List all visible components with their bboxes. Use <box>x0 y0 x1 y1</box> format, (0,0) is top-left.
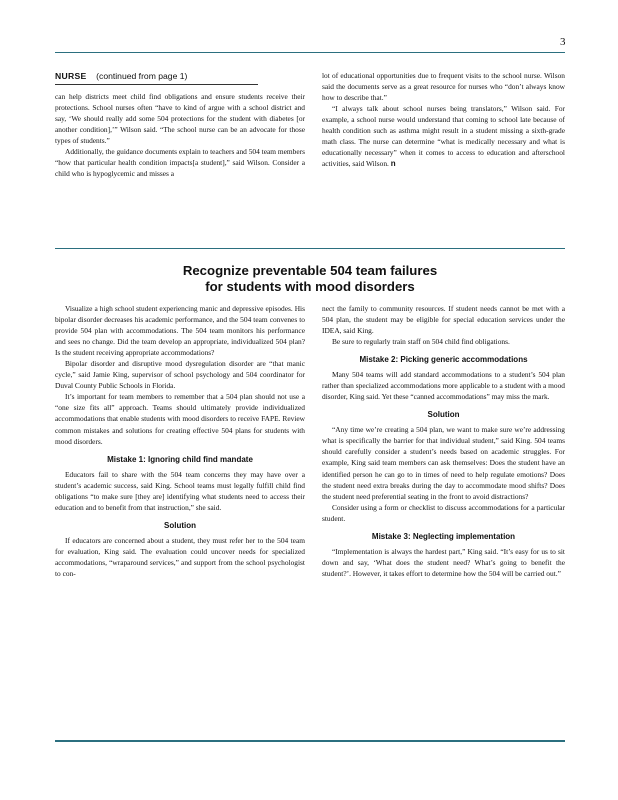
continued-right-column <box>322 70 565 169</box>
paragraph: “Implementation is always the hardest part,” King said. “It’s easy for us to sit down and say, ‘What does the student need? What’s going to benefit the student?’. However, it takes effort to determine how the 504 will be carried out.” <box>322 546 565 578</box>
section-heading: Mistake 3: Neglecting implementation <box>371 531 516 541</box>
section-heading: Solution <box>164 520 196 530</box>
paragraph: Bipolar disorder and disruptive mood dysregulation disorder are “that manic cycle,” said Jamie King, supervisor of school psychology and 504 coordinator for Duval County Public Schools in Florida. <box>55 359 305 391</box>
section-heading: Solution <box>427 410 460 420</box>
paragraph: Many 504 teams will add standard accommodations to a student’s 504 plan rather than specialized accommodations more applicable to a student with a mood disorder, King said. Yet these “canned accommodations” may miss the mark. <box>322 370 565 402</box>
top-rule <box>55 52 565 53</box>
kicker-note: (continued from page 1) <box>96 71 188 81</box>
paragraph: can help districts meet child find obligations and ensure students receive their protections. School nurses often “have to kind of argue with a school district and say, ‘We should really add some 504 protections for the student with diabetes [or another condition],’” Wilson said. “The school nurse can be an advocate for those types of students.” <box>55 92 305 146</box>
kicker-rule <box>55 84 258 85</box>
article-right-column <box>322 303 565 579</box>
page-number: 3 <box>560 36 566 48</box>
section-heading: Mistake 2: Picking generic accommodations <box>359 355 528 365</box>
paragraph <box>322 103 565 169</box>
article-title <box>55 263 565 295</box>
paragraph: Visualize a high school student experiencing manic and depressive episodes. His bipolar disorder decreases his academic performance, and the 504 team convenes to provide 504 plan with accommodations. The 504 team monitors his performance and sees no change. Did the team develop an appropriate, individualized 504 plan? Is the student receiving appropriate accommodations? <box>55 304 305 358</box>
paragraph-text: “I always talk about school nurses being translators,” Wilson said. For example, a school nurse would understand that coming to school late because of health condition such as asthma might result in a student missing a sixth-grade math class. The nurse can determine “what is medically necessary and what is educationally necessary” when it comes to access to education and afterschool activities, said Wilson. <box>322 104 565 169</box>
article-left-column <box>55 303 305 579</box>
paragraph: lot of educational opportunities due to frequent visits to the school nurse. Wilson said the documents serve as a great resource for nurses who “don’t always know how to describe that.” <box>322 71 565 103</box>
bottom-rule <box>55 740 565 742</box>
paragraph: Additionally, the guidance documents explain to teachers and 504 team members “how that particular health condition impacts[a student],” said Wilson. Consider a child who is hypoglycemic and misses a <box>55 147 305 179</box>
paragraph: If educators are concerned about a student, they must refer her to the 504 team for evaluation, King said. The evaluation could uncover needs for specialized accommodations, “wraparound services,” and support from the school psychologist to con- <box>55 535 305 578</box>
paragraph: Be sure to regularly train staff on 504 child find obligations. <box>332 337 510 347</box>
paragraph: It’s important for team members to remember that a 504 plan should not use a “one size fits all” approach. Teams should ultimately provide individualized accommodations that enable students with mood disorders to receive FAPE. Review common mistakes and solutions for creating effective 504 plans for students with mood disorders. <box>55 392 305 446</box>
paragraph: Consider using a form or checklist to discuss accommodations for a particular student. <box>322 502 565 523</box>
article-title-line-1: Recognize preventable 504 team failures <box>182 263 438 278</box>
paragraph: “Any time we’re creating a 504 plan, we want to make sure we’re addressing what is specifically the barrier for that individual student,” said King. 504 teams should carefully consider a student’s needs based on academic struggles. For example, King said team members can ask themselves: Does the student have an identified person he can go to in times of need to help regulate emotions? Does the student need extra breaks during the day to accommodate mood shifts? Does the student need preferential seating in the front to avoid distractions? <box>322 425 565 501</box>
kicker-word: NURSE <box>55 71 87 81</box>
article-title-line-2: for students with mood disorders <box>205 279 415 294</box>
mid-rule <box>55 248 565 249</box>
end-mark: n <box>390 159 396 169</box>
continued-left-column <box>55 70 305 179</box>
continued-kicker <box>55 70 305 82</box>
paragraph: nect the family to community resources. If student needs cannot be met with a 504 plan, the student may be eligible for special education services under the IDEA, said King. <box>322 304 565 336</box>
paragraph: Educators fail to share with the 504 team concerns they may have over a student’s academic success, said King. School teams must legally fulfill child find obligations “to make sure [they are] identifying what students need to access their education and to benefit from that instruction,” she said. <box>55 469 305 512</box>
section-heading: Mistake 1: Ignoring child find mandate <box>107 454 253 464</box>
